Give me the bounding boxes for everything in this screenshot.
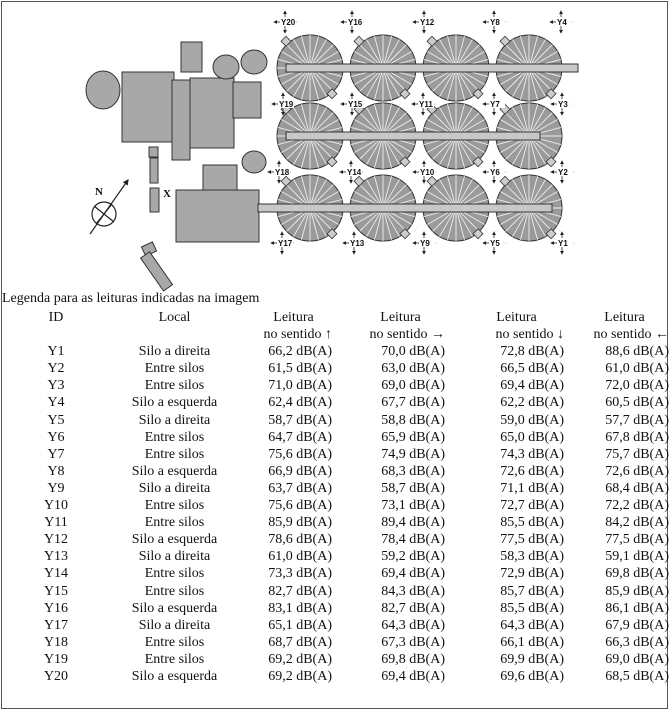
cell-right: 89,4 dB(A)	[381, 515, 445, 531]
cell-id: Y16	[43, 600, 69, 616]
table-row	[0, 514, 671, 531]
cell-id: Y3	[47, 378, 65, 394]
point-label: Y7	[490, 100, 500, 109]
cell-right: 84,3 dB(A)	[381, 583, 445, 599]
point-label: Y9	[420, 239, 430, 248]
reading-point-y5	[483, 232, 505, 254]
cell-up: 69,2 dB(A)	[268, 651, 332, 667]
reading-point-y2	[551, 161, 573, 183]
cell-id: Y10	[43, 498, 69, 514]
cell-up: 68,7 dB(A)	[268, 634, 332, 650]
col-header-down-line2: no sentido ↓	[495, 327, 564, 343]
cell-right: 65,9 dB(A)	[381, 429, 445, 445]
col-header-right-line1: Leitura	[380, 310, 421, 325]
table-row	[0, 531, 671, 548]
cell-id: Y15	[43, 583, 69, 599]
point-label: Y2	[558, 168, 568, 177]
table-row	[0, 446, 671, 463]
col-header-id-spacer	[0, 326, 112, 343]
point-label: Y16	[348, 18, 363, 27]
cell-left: 66,3 dB(A)	[605, 634, 669, 650]
table-row	[0, 668, 671, 685]
cell-up: 85,9 dB(A)	[268, 515, 332, 531]
cell-left: 72,0 dB(A)	[605, 378, 669, 394]
cell-local: Entre silos	[144, 446, 205, 462]
cell-down: 62,2 dB(A)	[500, 395, 564, 411]
cell-local: Entre silos	[144, 634, 205, 650]
cell-id: Y14	[43, 566, 69, 582]
small-structure-1	[149, 147, 158, 157]
cell-right: 67,3 dB(A)	[381, 634, 445, 650]
cell-id: Y13	[43, 549, 69, 565]
cell-right: 69,0 dB(A)	[381, 378, 445, 394]
cell-right: 78,4 dB(A)	[381, 532, 445, 548]
cell-local: Silo a direita	[138, 480, 211, 496]
cell-local: Entre silos	[144, 498, 205, 514]
cell-right: 64,3 dB(A)	[381, 617, 445, 633]
building-block-a	[122, 72, 174, 142]
cell-down: 59,0 dB(A)	[500, 412, 564, 428]
cell-local: Entre silos	[144, 566, 205, 582]
conveyor-belt	[258, 204, 552, 212]
cell-local: Entre silos	[144, 361, 205, 377]
point-label: Y3	[558, 100, 568, 109]
cell-up: 65,1 dB(A)	[268, 617, 332, 633]
cell-id: Y7	[47, 446, 65, 462]
point-label: Y8	[490, 18, 500, 27]
table-row	[0, 429, 671, 446]
cell-local: Silo a esquerda	[131, 532, 218, 548]
silo-rows	[258, 35, 578, 241]
cell-down: 66,5 dB(A)	[500, 361, 564, 377]
compass-north-label: N	[95, 186, 103, 198]
cell-up: 64,7 dB(A)	[268, 429, 332, 445]
cell-local: Entre silos	[144, 515, 205, 531]
cell-local: Silo a direita	[138, 344, 211, 360]
building-annex	[203, 165, 237, 193]
cell-right: 58,8 dB(A)	[381, 412, 445, 428]
cell-right: 69,8 dB(A)	[381, 651, 445, 667]
building-main-lower	[176, 190, 259, 242]
table-row	[0, 565, 671, 582]
small-structure-2	[150, 158, 158, 183]
cell-up: 61,5 dB(A)	[268, 361, 332, 377]
cell-right: 63,0 dB(A)	[381, 361, 445, 377]
cell-down: 74,3 dB(A)	[500, 446, 564, 462]
cell-up: 83,1 dB(A)	[268, 600, 332, 616]
col-header-right-line2: no sentido →	[369, 327, 445, 343]
cell-id: Y1	[47, 344, 65, 360]
table-row	[0, 463, 671, 480]
cell-up: 78,6 dB(A)	[268, 532, 332, 548]
point-label: Y13	[350, 239, 365, 248]
small-structure-3	[150, 188, 159, 212]
cell-up: 58,7 dB(A)	[268, 412, 332, 428]
cell-up: 69,2 dB(A)	[268, 668, 332, 684]
point-label: Y11	[419, 100, 433, 109]
chute-tube	[141, 252, 173, 291]
cell-up: 75,6 dB(A)	[268, 498, 332, 514]
cell-up: 82,7 dB(A)	[268, 583, 332, 599]
cell-local: Silo a direita	[138, 617, 211, 633]
cell-up: 73,3 dB(A)	[268, 566, 332, 582]
cell-down: 72,6 dB(A)	[500, 463, 564, 479]
col-header-id: ID	[48, 310, 64, 325]
legend-title: Legenda para as leituras indicadas na imagem	[2, 291, 260, 306]
cell-left: 59,1 dB(A)	[605, 549, 669, 565]
cell-right: 73,1 dB(A)	[381, 498, 445, 514]
cell-left: 72,6 dB(A)	[605, 463, 669, 479]
cell-left: 60,5 dB(A)	[605, 395, 669, 411]
cell-id: Y4	[47, 395, 65, 411]
cell-left: 69,8 dB(A)	[605, 566, 669, 582]
table-header-row-2	[0, 326, 671, 343]
cell-up: 63,7 dB(A)	[268, 480, 332, 496]
cell-up: 61,0 dB(A)	[268, 549, 332, 565]
cell-local: Silo a esquerda	[131, 668, 218, 684]
cell-left: 61,0 dB(A)	[605, 361, 669, 377]
cell-up: 66,2 dB(A)	[268, 344, 332, 360]
point-label: Y19	[279, 100, 294, 109]
cell-right: 67,7 dB(A)	[381, 395, 445, 411]
cell-up: 71,0 dB(A)	[268, 378, 332, 394]
table-row	[0, 343, 671, 360]
point-label: Y20	[281, 18, 296, 27]
table-row	[0, 377, 671, 394]
cell-down: 72,8 dB(A)	[500, 344, 564, 360]
point-label: Y5	[490, 239, 500, 248]
reading-point-y16	[341, 11, 363, 33]
cell-down: 85,5 dB(A)	[500, 515, 564, 531]
cell-down: 71,1 dB(A)	[500, 480, 564, 496]
point-label: Y4	[557, 18, 567, 27]
cell-right: 59,2 dB(A)	[381, 549, 445, 565]
reading-point-y7	[483, 93, 505, 115]
point-label: Y15	[348, 100, 363, 109]
reading-point-y12	[413, 11, 435, 33]
cell-left: 68,5 dB(A)	[605, 668, 669, 684]
table-row	[0, 583, 671, 600]
table-row	[0, 360, 671, 377]
point-label: Y1	[558, 239, 568, 248]
col-header-left-line2: no sentido ←	[593, 327, 669, 343]
table-row	[0, 600, 671, 617]
col-header-down-line1: Leitura	[496, 310, 537, 325]
buildings	[86, 42, 267, 291]
point-label: Y10	[420, 168, 435, 177]
cell-up: 66,9 dB(A)	[268, 463, 332, 479]
cell-local: Silo a esquerda	[131, 463, 218, 479]
table-row	[0, 651, 671, 668]
cell-right: 70,0 dB(A)	[381, 344, 445, 360]
marker-x-label: X	[163, 188, 171, 200]
cell-local: Entre silos	[144, 429, 205, 445]
cell-down: 64,3 dB(A)	[500, 617, 564, 633]
cell-id: Y20	[43, 668, 69, 684]
cell-local: Silo a direita	[138, 412, 211, 428]
col-header-local-spacer	[112, 326, 237, 343]
reading-point-y13	[343, 232, 365, 254]
readings-table	[0, 309, 671, 685]
cell-down: 69,9 dB(A)	[500, 651, 564, 667]
cell-left: 67,8 dB(A)	[605, 429, 669, 445]
cell-local: Entre silos	[144, 378, 205, 394]
building-small-top	[181, 42, 202, 72]
cell-right: 74,9 dB(A)	[381, 446, 445, 462]
cell-id: Y17	[43, 617, 69, 633]
col-header-up-line2: no sentido ↑	[263, 327, 332, 343]
table-header-row-1	[0, 309, 671, 326]
building-block-d	[233, 82, 261, 118]
cell-left: 68,4 dB(A)	[605, 480, 669, 496]
cell-right: 82,7 dB(A)	[381, 600, 445, 616]
point-label: Y18	[275, 168, 290, 177]
cell-down: 69,4 dB(A)	[500, 378, 564, 394]
cell-left: 77,5 dB(A)	[605, 532, 669, 548]
cell-left: 67,9 dB(A)	[605, 617, 669, 633]
table-row	[0, 412, 671, 429]
cell-right: 69,4 dB(A)	[381, 668, 445, 684]
cell-down: 65,0 dB(A)	[500, 429, 564, 445]
cell-left: 84,2 dB(A)	[605, 515, 669, 531]
cell-id: Y18	[43, 634, 69, 650]
cell-id: Y12	[43, 532, 69, 548]
tank-round-2	[241, 50, 267, 74]
conveyor-belt	[286, 132, 540, 140]
cell-right: 68,3 dB(A)	[381, 463, 445, 479]
cell-local: Silo a esquerda	[131, 395, 218, 411]
col-header-up-line1: Leitura	[273, 310, 314, 325]
cell-left: 69,0 dB(A)	[605, 651, 669, 667]
cell-local: Entre silos	[144, 583, 205, 599]
cell-right: 58,7 dB(A)	[381, 480, 445, 496]
cell-id: Y2	[47, 361, 65, 377]
reading-point-y8	[483, 11, 505, 33]
conveyor-belt	[286, 64, 578, 72]
silo-site-diagram	[0, 0, 671, 292]
cell-left: 88,6 dB(A)	[605, 344, 669, 360]
table-row	[0, 394, 671, 411]
cell-left: 72,2 dB(A)	[605, 498, 669, 514]
cell-down: 85,5 dB(A)	[500, 600, 564, 616]
cell-id: Y5	[47, 412, 65, 428]
cell-down: 69,6 dB(A)	[500, 668, 564, 684]
cell-down: 58,3 dB(A)	[500, 549, 564, 565]
reading-point-y20	[274, 11, 296, 33]
reading-point-y4	[550, 11, 572, 33]
point-label: Y12	[420, 18, 435, 27]
point-label: Y17	[278, 239, 293, 248]
table-row	[0, 480, 671, 497]
cell-left: 85,9 dB(A)	[605, 583, 669, 599]
cell-local: Silo a esquerda	[131, 600, 218, 616]
building-block-b	[172, 80, 190, 160]
reading-point-y9	[413, 232, 435, 254]
cell-up: 75,6 dB(A)	[268, 446, 332, 462]
point-label: Y6	[490, 168, 500, 177]
cell-left: 57,7 dB(A)	[605, 412, 669, 428]
tank-round-1	[213, 55, 239, 79]
table-body	[0, 343, 671, 685]
cell-down: 77,5 dB(A)	[500, 532, 564, 548]
cell-down: 72,9 dB(A)	[500, 566, 564, 582]
table-row	[0, 548, 671, 565]
cell-right: 69,4 dB(A)	[381, 566, 445, 582]
cell-down: 66,1 dB(A)	[500, 634, 564, 650]
tank-round-large	[86, 71, 120, 109]
col-header-local: Local	[158, 310, 191, 325]
cell-left: 75,7 dB(A)	[605, 446, 669, 462]
col-header-left-line1: Leitura	[604, 310, 645, 325]
cell-id: Y11	[44, 515, 68, 531]
cell-local: Entre silos	[144, 651, 205, 667]
reading-point-y3	[551, 93, 573, 115]
reading-point-y17	[271, 232, 293, 254]
table-row	[0, 497, 671, 514]
tank-round-3	[242, 151, 266, 173]
cell-id: Y6	[47, 429, 65, 445]
cell-up: 62,4 dB(A)	[268, 395, 332, 411]
cell-left: 86,1 dB(A)	[605, 600, 669, 616]
building-block-c	[190, 78, 234, 148]
table-row	[0, 617, 671, 634]
cell-id: Y19	[43, 651, 69, 667]
cell-id: Y9	[47, 480, 65, 496]
point-label: Y14	[347, 168, 362, 177]
cell-local: Silo a direita	[138, 549, 211, 565]
table-row	[0, 634, 671, 651]
cell-down: 72,7 dB(A)	[500, 498, 564, 514]
cell-down: 85,7 dB(A)	[500, 583, 564, 599]
cell-id: Y8	[47, 463, 65, 479]
